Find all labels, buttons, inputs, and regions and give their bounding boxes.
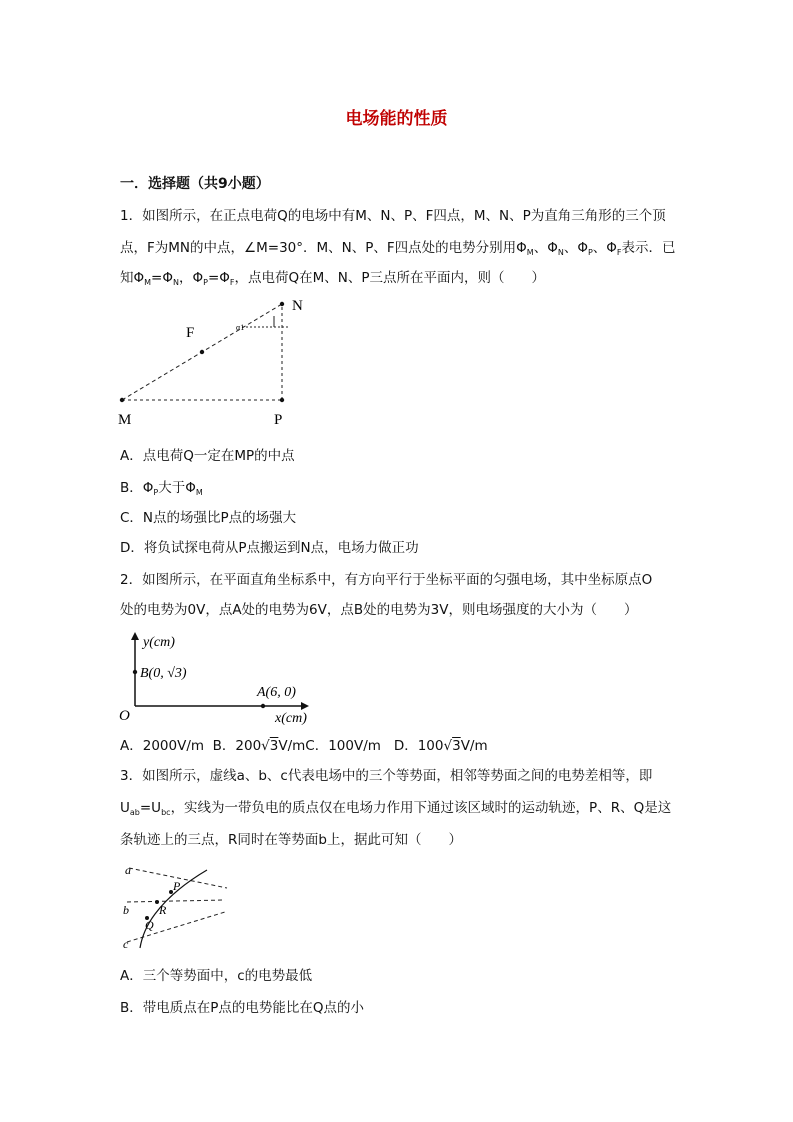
q2-option-b: B．200√3V/m [212,738,306,754]
q3-option-a: A．三个等势面中，c的电势最低 [120,968,313,984]
label-q: Q [145,918,154,932]
q3-option-b: B．带电质点在P点的电势能比在Q点的小 [120,1000,365,1016]
point-f [200,350,204,354]
q2-option-a: A．2000V/m [120,738,205,754]
label-p: P [274,412,283,428]
q3-stem-line3: 条轨迹上的三点，R同时在等势面b上，据此可知（ ） [120,832,462,848]
q2-option-d: D．100√3V/m [393,738,488,754]
point-m [120,398,124,402]
label-p: P [173,879,181,893]
point-a [261,704,265,708]
label-r: R [159,903,167,917]
label-m: M [118,412,132,428]
q3-equipotential-figure [115,860,235,952]
origin-label: O [119,708,130,724]
label-f: F [186,325,195,341]
q2-stem-line1: 2．如图所示，在平面直角坐标系中，有方向平行于坐标平面的匀强电场，其中坐标原点O [120,572,653,588]
point-p [280,398,284,402]
q1-stem-line1: 1．如图所示，在正点电荷Q的电场中有M、N、P、F四点，M、N、P为直角三角形的三个顶 [120,208,666,224]
q1-stem-line2: 点，F为MN的中点，∠M=30°．M、N、P、F四点处的电势分别用$\Phi_M$、$\Phi_N$、$\Phi_P$、$\Phi_F$表示．已 [120,240,676,257]
label-angle: α1 [236,323,245,332]
point-b [133,670,137,674]
q1-option-a: A．点电荷Q一定在MP的中点 [120,448,295,464]
q2-coordinate-figure [115,628,315,728]
label-n: N [292,298,303,314]
q1-option-b: B．$\Phi_P$大于$\Phi_M$ [120,480,203,497]
page-title: 电场能的性质 [345,109,448,129]
q3-stem-line2: $U_{ab}=U_{bc}$，实线为一带负电的质点仅在电场力作用下通过该区域时的运动轨迹，P、R、Q是这 [120,800,672,817]
q1-triangle-figure [110,290,320,430]
q1-option-c: C．N点的场强比P点的场强大 [120,510,297,526]
label-b: b [123,903,129,917]
label-b: B(0, √3) [140,666,187,681]
label-a: a [125,863,131,877]
label-a: A(6, 0) [257,685,296,700]
label-c: c [123,937,129,951]
q2-options [120,736,488,756]
point-n [280,302,284,306]
section-heading: 一．选择题（共9小题） [120,176,270,192]
q1-option-d: D．将负试探电荷从P点搬运到N点，电场力做正功 [120,540,419,556]
q2-stem-line2: 处的电势为0V，点A处的电势为6V，点B处的电势为3V，则电场强度的大小为（ ） [120,602,638,618]
q2-option-c: C．100V/m [305,738,381,754]
q3-stem-line1: 3．如图所示，虚线a、b、c代表电场中的三个等势面，相邻等势面之间的电势差相等，即 [120,768,653,784]
y-axis-label: y(cm) [143,635,175,650]
x-axis-label: x(cm) [275,711,307,726]
q1-stem-line3: 知$\Phi_M=\Phi_N$，$\Phi_P=\Phi_F$，点电荷Q在M、N、P三点所在平面内，则（ ） [120,270,545,287]
